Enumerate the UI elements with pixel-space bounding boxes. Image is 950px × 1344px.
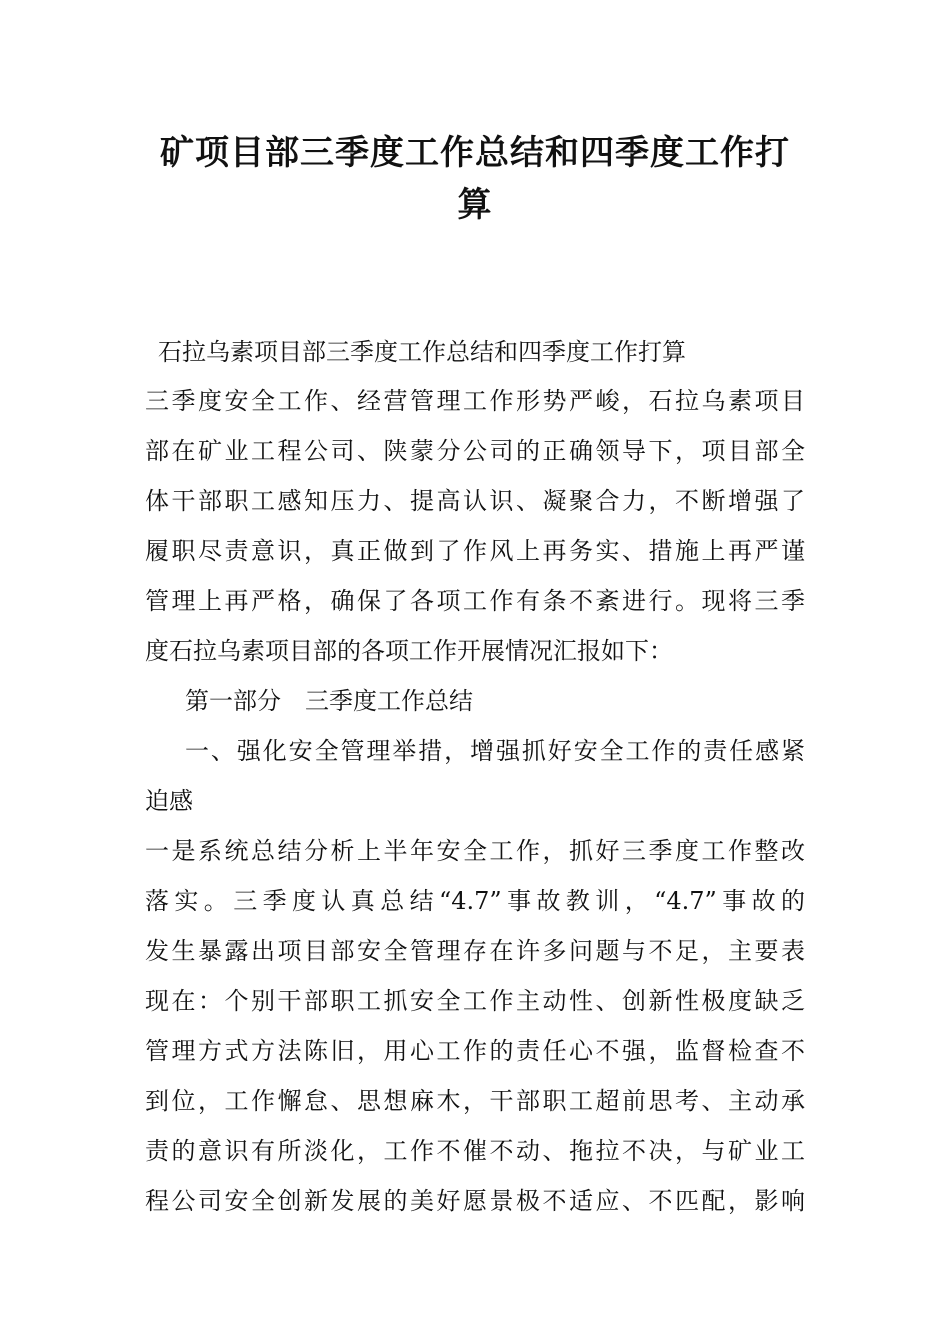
body-line: 管理方式方法陈旧，用心工作的责任心不强，监督检查不 <box>145 1037 805 1065</box>
body-line: 发生暴露出项目部安全管理存在许多问题与不足，主要表 <box>145 937 805 965</box>
subsection-heading-continued: 迫感 <box>145 787 193 815</box>
body-line: 责的意识有所淡化，工作不催不动、拖拉不决，与矿业工 <box>145 1137 805 1165</box>
section-heading: 第一部分 三季度工作总结 <box>185 687 473 715</box>
body-line: 度石拉乌素项目部的各项工作开展情况汇报如下： <box>145 637 673 665</box>
body-line: 到位，工作懈怠、思想麻木，干部职工超前思考、主动承 <box>145 1087 805 1115</box>
document-title-line-2: 算 <box>457 185 493 225</box>
body-line: 现在：个别干部职工抓安全工作主动性、创新性极度缺乏 <box>145 987 805 1015</box>
body-line: 程公司安全创新发展的美好愿景极不适应、不匹配，影响 <box>145 1187 805 1215</box>
body-line: 一是系统总结分析上半年安全工作，抓好三季度工作整改 <box>145 837 805 865</box>
body-line: 履职尽责意识，真正做到了作风上再务实、措施上再严谨 <box>145 537 805 565</box>
body-line: 三季度安全工作、经营管理工作形势严峻，石拉乌素项目 <box>145 387 805 415</box>
body-line: 部在矿业工程公司、陕蒙分公司的正确领导下，项目部全 <box>145 437 805 465</box>
body-line: 管理上再严格，确保了各项工作有条不紊进行。现将三季 <box>145 587 805 615</box>
body-line: 落实。三季度认真总结“4.7”事故教训，“4.7”事故的 <box>145 887 805 915</box>
body-line: 体干部职工感知压力、提高认识、凝聚合力，不断增强了 <box>145 487 805 515</box>
document-title-line-1: 矿项目部三季度工作总结和四季度工作打 <box>160 133 790 173</box>
subtitle-line: 石拉乌素项目部三季度工作总结和四季度工作打算 <box>158 338 686 366</box>
subsection-heading: 一、强化安全管理举措，增强抓好安全工作的责任感紧 <box>185 737 805 765</box>
